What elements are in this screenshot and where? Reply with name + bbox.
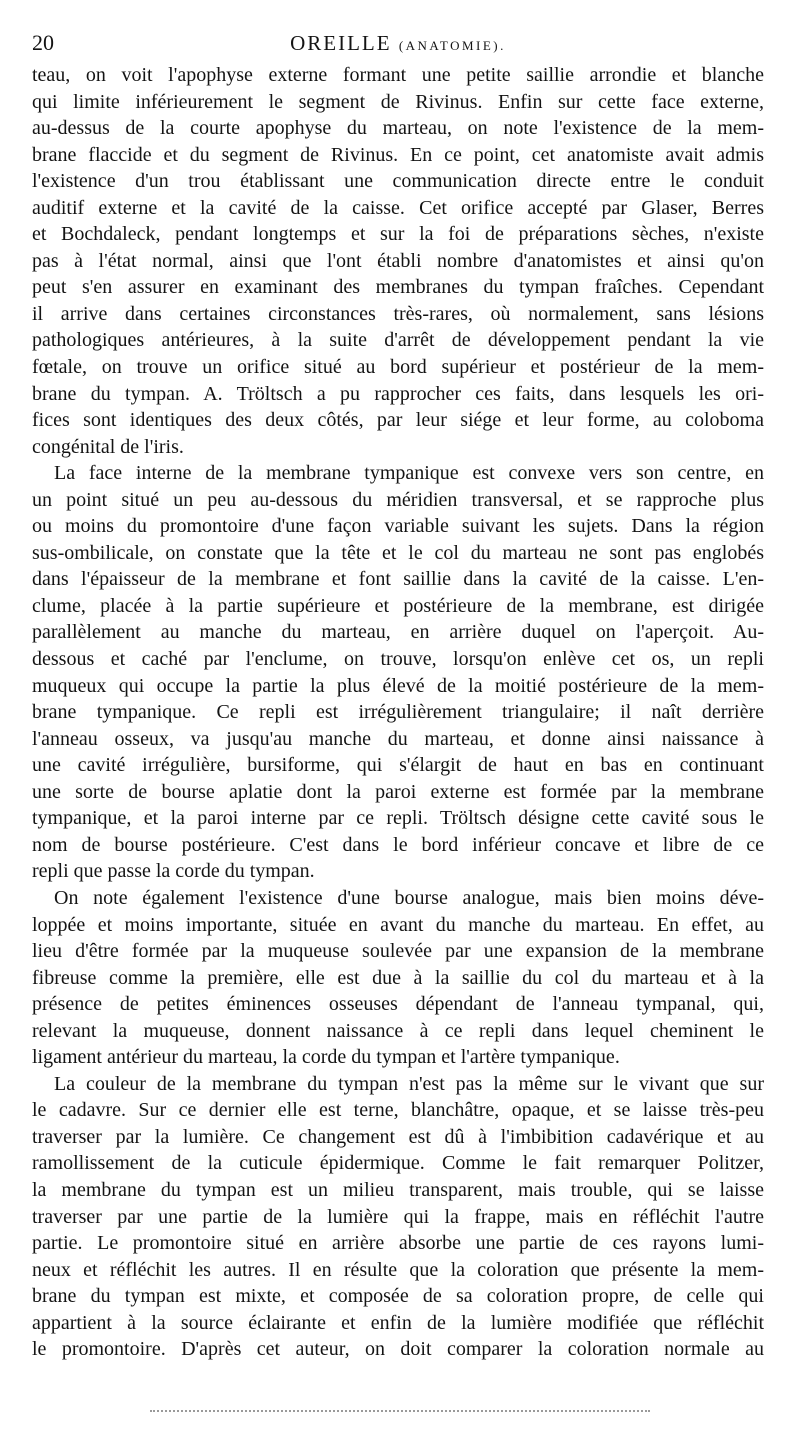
text-line: l'existence d'un trou établissant une communication directe entre le conduit: [32, 170, 764, 193]
text-line: tympanique, et la paroi interne par ce repli. Tröltsch désigne cette cavité sous le: [32, 807, 764, 830]
text-line: peut s'en assurer en examinant des membranes du tympan fraîches. Cependant: [32, 276, 764, 299]
text-line: l'anneau osseux, va jusqu'au manche du marteau, et donne ainsi naissance à: [32, 727, 764, 750]
text-line: partie. Le promontoire situé en arrière absorbe une partie de ces rayons lumi-: [32, 1232, 764, 1255]
text-line: le promontoire. D'après cet auteur, on doit comparer la coloration normale au: [32, 1338, 764, 1361]
text-line: qui limite inférieurement le segment de Rivinus. Enfin sur cette face externe,: [32, 90, 764, 113]
text-line: pathologiques antérieures, à la suite d'arrêt de développement pendant la vie: [32, 329, 764, 352]
text-line: La couleur de la membrane du tympan n'est pas la même sur le vivant que sur: [54, 1072, 764, 1095]
text-line: un point situé un peu au-dessous du méridien transversal, et se rapproche plus: [32, 488, 764, 511]
text-line: nom de bourse postérieure. C'est dans le bord inférieur concave et libre de ce: [32, 833, 764, 856]
text-line: au-dessus de la courte apophyse du marteau, on note l'existence de la mem-: [32, 117, 764, 140]
text-line: clume, placée à la partie supérieure et postérieure de la membrane, est dirigée: [32, 594, 764, 617]
text-line: et Bochdaleck, pendant longtemps et sur la foi de préparations sèches, n'existe: [32, 223, 764, 246]
text-line: ligament antérieur du marteau, la corde du tympan et l'artère tympanique.: [32, 1046, 620, 1069]
text-line: brane flaccide et du segment de Rivinus. En ce point, cet anatomiste avait admis: [32, 143, 764, 166]
text-line: il arrive dans certaines circonstances très-rares, où normalement, sans lésions: [32, 302, 764, 325]
text-line: brane du tympan. A. Tröltsch a pu rapprocher ces faits, dans lesquels les ori-: [32, 382, 764, 405]
text-line: brane du tympan est mixte, et composée de sa coloration propre, de celle qui: [32, 1285, 764, 1308]
text-line: dessous et caché par l'enclume, on trouve, lorsqu'on enlève cet os, un repli: [32, 648, 764, 671]
text-line: une cavité irrégulière, bursiforme, qui s'élargit de haut en bas en continuant: [32, 754, 764, 777]
text-line: La face interne de la membrane tympanique est convexe vers son centre, en: [54, 462, 764, 485]
text-line: la membrane du tympan est un milieu transparent, mais trouble, qui se laisse: [32, 1178, 764, 1201]
text-line: dans l'épaisseur de la membrane et font saillie dans la cavité de la caisse. L'en-: [32, 568, 764, 591]
text-line: auditif externe et la cavité de la caisse. Cet orifice accepté par Glaser, Berres: [32, 196, 764, 219]
paragraph: [32, 460, 764, 885]
text-line: ramollissement de la cuticule épidermique. Comme le fait remarquer Politzer,: [32, 1152, 764, 1175]
text-line: fœtale, on trouve un orifice situé au bord supérieur et postérieur de la mem-: [32, 356, 764, 379]
text-line: traverser par la lumière. Ce changement est dû à l'imbibition cadavérique et au: [32, 1125, 764, 1148]
text-line: lieu d'être formée par la muqueuse soulevée par une expansion de la membrane: [32, 940, 764, 963]
text-line: traverser par une partie de la lumière qui la frappe, mais en réfléchit l'autre: [32, 1205, 764, 1228]
text-line: ou moins du promontoire d'une façon variable suivant les sujets. Dans la région: [32, 515, 764, 538]
text-line: une sorte de bourse aplatie dont la paroi externe est formée par la membrane: [32, 780, 764, 803]
text-line: sus-ombilicale, on constate que la tête et le col du marteau ne sont pas englobés: [32, 541, 764, 564]
running-head-subtitle: (ANATOMIE).: [398, 38, 506, 53]
text-line: appartient à la source éclairante et enfin de la lumière modifiée que réfléchit: [32, 1311, 764, 1334]
text-line: fibreuse comme la première, elle est due à la saillie du col du marteau et à la: [32, 966, 764, 989]
paragraph: [32, 885, 764, 1071]
page-header: [32, 30, 764, 64]
text-line: loppée et moins importante, située en avant du manche du marteau. En effet, au: [32, 913, 764, 936]
page-number: 20: [32, 30, 54, 55]
text-line: présence de petites éminences osseuses dépendant de l'anneau tympanal, qui,: [32, 993, 764, 1016]
text-line: fices sont identiques des deux côtés, par leur siége et leur forme, au coloboma: [32, 409, 764, 432]
text-line: parallèlement au manche du marteau, en arrière duquel on l'aperçoit. Au-: [32, 621, 764, 644]
text-line: neux et réfléchit les autres. Il en résulte que la coloration que présente la mem-: [32, 1258, 764, 1281]
running-head-title: OREILLE: [290, 31, 392, 55]
text-line: relevant la muqueuse, donnent naissance à ce repli dans lequel cheminent le: [32, 1019, 764, 1042]
text-line: repli que passe la corde du tympan.: [32, 860, 315, 883]
text-line: muqueux qui occupe la partie la plus élevé de la moitié postérieure de la mem-: [32, 674, 764, 697]
text-line: brane tympanique. Ce repli est irrégulièrement triangulaire; il naît derrière: [32, 701, 764, 724]
text-line: congénital de l'iris.: [32, 435, 184, 458]
paragraph: [32, 62, 764, 460]
text-line: le cadavre. Sur ce dernier elle est terne, blanchâtre, opaque, et se laisse très-peu: [32, 1099, 764, 1122]
text-line: teau, on voit l'apophyse externe formant une petite saillie arrondie et blanche: [32, 64, 764, 86]
bottom-print-mark: [150, 1410, 650, 1412]
text-line: pas à l'état normal, ainsi que l'ont établi nombre d'anatomistes et ainsi qu'on: [32, 249, 764, 272]
text-line: On note également l'existence d'une bourse analogue, mais bien moins déve-: [54, 886, 764, 909]
running-head: [32, 30, 764, 59]
paragraph: [32, 1071, 764, 1363]
body-text: [32, 62, 764, 1363]
